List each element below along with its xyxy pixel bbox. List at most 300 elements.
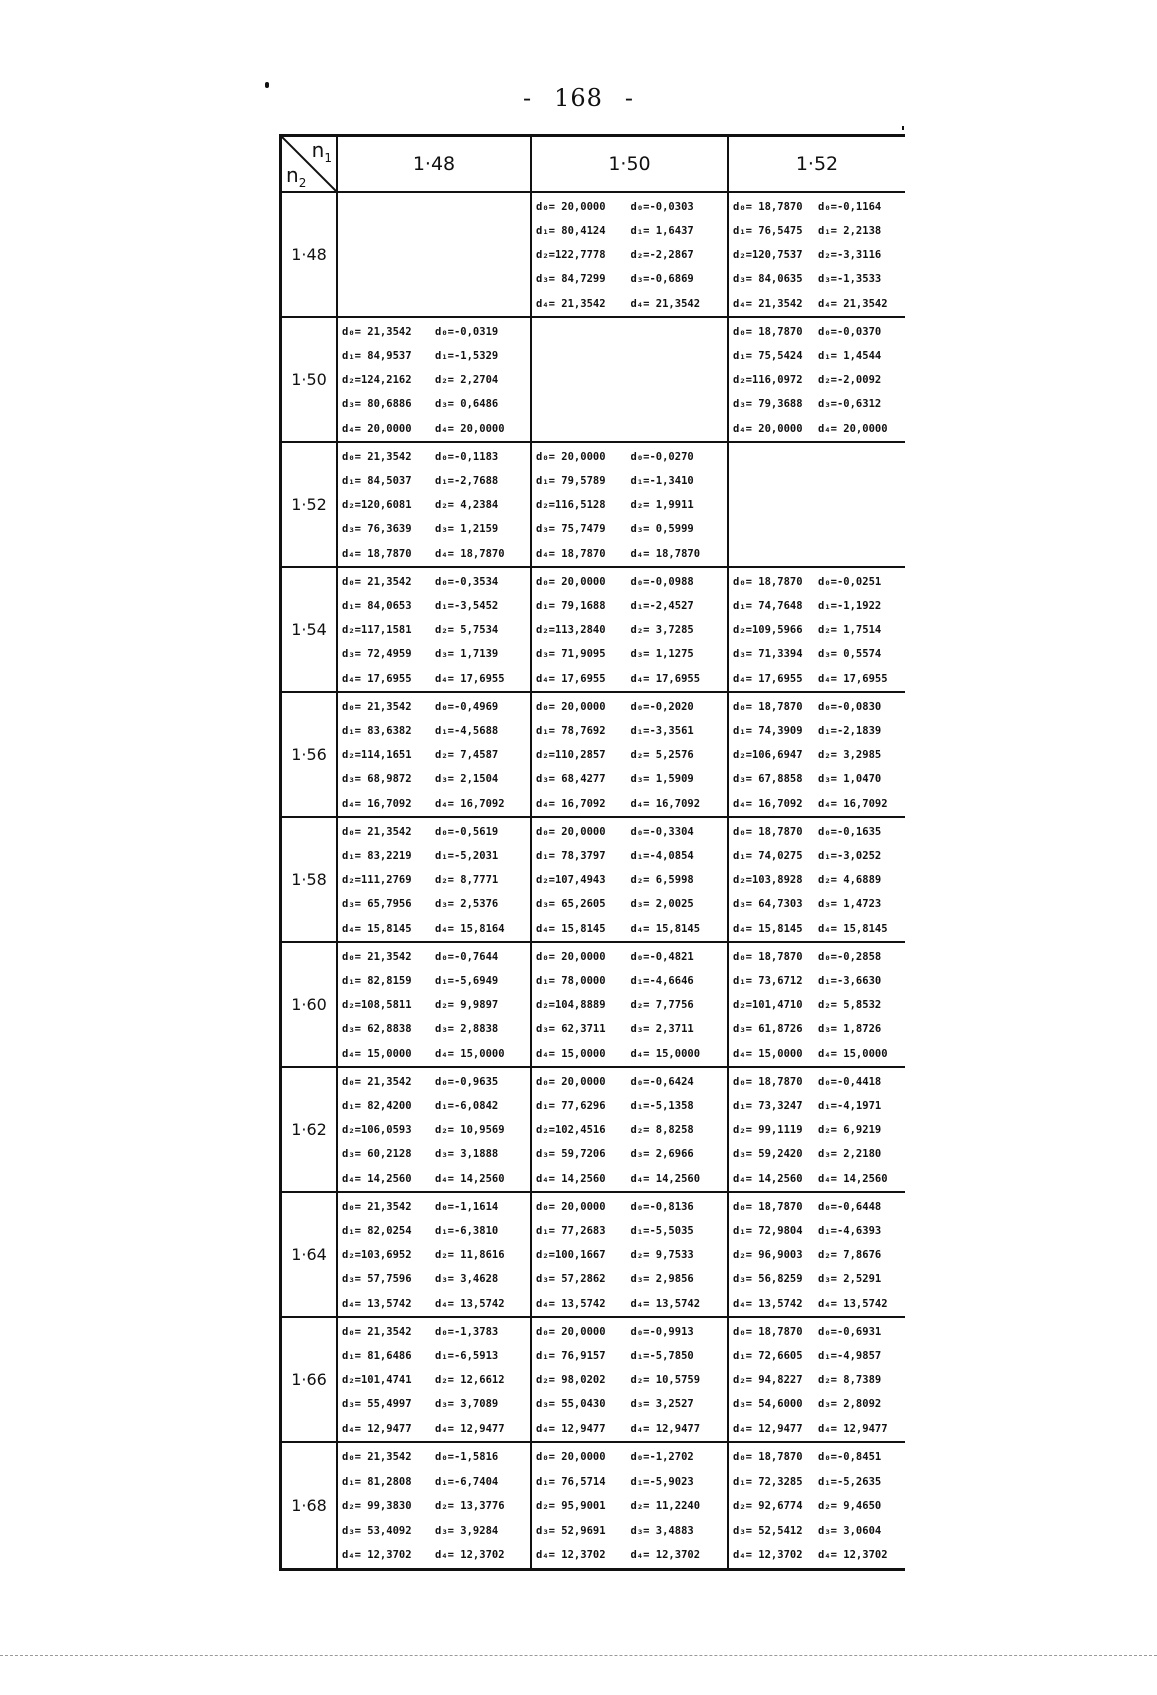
coefficient-value: d₁= 74,0275 [733,850,803,863]
page-number [0,84,1157,112]
coefficient-value: d₂= 8,7389 [818,1374,882,1387]
coefficient-value: d₄= 18,7870 [435,547,505,560]
coefficient-value: d₀=-0,0830 [818,700,882,713]
coefficient-value: d₂= 3,2985 [818,749,882,762]
table-cell [532,943,729,1068]
coefficient-value: d₃= 3,2527 [630,1398,694,1411]
coefficient-value: d₂=117,1581 [342,624,412,637]
coefficient-value: d₁=-4,1971 [818,1100,882,1113]
coefficient-value: d₂= 5,8532 [818,999,882,1012]
coefficient-value: d₀= 20,0000 [536,1451,606,1464]
coefficient-value: d₃= 65,2605 [536,898,606,911]
coefficient-value: d₄= 16,7092 [342,797,412,810]
coefficient-value: d₂= 7,8676 [818,1249,882,1262]
coefficient-value: d₃= 53,4092 [342,1524,412,1537]
coefficient-value: d₂=106,0593 [342,1124,412,1137]
coefficient-value: d₀= 21,3542 [342,950,412,963]
coefficient-value: d₃= 55,0430 [536,1398,606,1411]
coefficient-value: d₁=-5,2635 [818,1475,882,1488]
coefficient-value: d₃= 62,3711 [536,1023,606,1036]
coefficient-value: d₃= 2,1504 [435,773,499,786]
coefficient-value: d₁=-4,9857 [818,1350,882,1363]
coefficient-value: d₃= 1,0470 [818,773,882,786]
coefficient-value: d₃= 3,4883 [630,1524,694,1537]
coefficient-value: d₂= 94,8227 [733,1374,803,1387]
coefficient-value: d₁= 81,2808 [342,1475,412,1488]
table-cell [338,568,532,693]
table-cell [532,1193,729,1318]
coefficient-value: d₂= 7,4587 [435,749,499,762]
coefficient-value: d₂= 4,6889 [818,874,882,887]
coefficient-value: d₀= 18,7870 [733,825,803,838]
coefficient-value: d₀=-0,4418 [818,1075,882,1088]
coefficient-value: d₀=-1,2702 [630,1451,694,1464]
coefficient-value: d₁=-4,6393 [818,1225,882,1238]
coefficient-value: d₁= 74,3909 [733,725,803,738]
coefficient-value: d₁=-5,1358 [630,1100,694,1113]
coefficient-value: d₄= 12,3702 [630,1549,701,1562]
coefficient-value: d₀=-0,1635 [818,825,882,838]
coefficient-value: d₂= 8,8258 [630,1124,694,1137]
table-cell [532,1318,729,1443]
coefficient-value: d₀= 18,7870 [733,200,803,213]
table-cell [729,568,905,693]
coefficient-value: d₄= 18,7870 [630,547,701,560]
coefficient-value: d₀= 21,3542 [342,1325,412,1338]
coefficient-value: d₃= 2,8838 [435,1023,499,1036]
coefficient-value: d₄= 12,9477 [818,1422,888,1435]
coefficient-value: d₂= 7,7756 [630,999,694,1012]
coefficient-value: d₄= 20,0000 [733,422,803,435]
coefficient-value: d₂= 1,7514 [818,624,882,637]
coefficient-value: d₁= 74,7648 [733,600,803,613]
coefficient-value: d₄= 15,8145 [342,922,412,935]
coefficient-value: d₂=113,2840 [536,624,606,637]
coefficient-value: d₂= 96,9003 [733,1249,803,1262]
table-top-rule-tick [902,126,904,130]
coefficient-value: d₄= 14,2560 [733,1172,803,1185]
coefficient-value: d₄= 13,5742 [435,1297,505,1310]
coefficient-value: d₄= 12,9477 [536,1422,606,1435]
coefficient-value: d₀= 20,0000 [536,450,606,463]
coefficient-value: d₁=-1,1922 [818,600,882,613]
coefficient-value: d₂=-3,3116 [818,249,882,262]
coefficient-value: d₂= 11,2240 [630,1500,701,1513]
coefficient-value: d₄= 20,0000 [435,422,505,435]
coefficient-value: d₁= 84,5037 [342,475,412,488]
row-header: 1·56 [282,693,338,818]
coefficient-value: d₂= 98,0202 [536,1374,606,1387]
coefficient-value: d₃= 62,8838 [342,1023,412,1036]
coefficient-value: d₀= 18,7870 [733,325,803,338]
row-header: 1·48 [282,193,338,318]
coefficient-value: d₁=-2,4527 [630,600,694,613]
coefficient-value: d₃= 79,3688 [733,398,803,411]
coefficient-value: d₁= 79,1688 [536,600,606,613]
coefficient-value: d₀=-0,0251 [818,575,882,588]
coefficient-value: d₂=104,8889 [536,999,606,1012]
coefficient-value: d₄= 15,8145 [630,922,701,935]
corner-n1-subscript: 1 [324,151,332,165]
coefficient-value: d₂= 4,2384 [435,499,499,512]
coefficient-value: d₁=-6,5913 [435,1350,499,1363]
coefficient-value: d₂=122,7778 [536,249,606,262]
coefficient-value: d₃= 1,5909 [630,773,694,786]
coefficient-value: d₁= 72,6605 [733,1350,803,1363]
page-number-dash-right: - [624,84,635,112]
coefficient-value: d₁= 78,0000 [536,975,606,988]
coefficient-value: d₂=100,1667 [536,1249,606,1262]
row-header: 1·58 [282,818,338,943]
coefficient-value: d₁= 73,6712 [733,975,803,988]
coefficient-value: d₄= 18,7870 [536,547,606,560]
coefficient-value: d₂= 9,7533 [630,1249,694,1262]
coefficient-value: d₃= 2,6966 [630,1148,694,1161]
row-header: 1·60 [282,943,338,1068]
coefficient-value: d₄= 14,2560 [818,1172,888,1185]
coefficient-value: d₁= 76,5714 [536,1475,606,1488]
coefficient-value: d₃= 3,1888 [435,1148,499,1161]
table-cell [729,193,905,318]
table-cell [729,818,905,943]
table-cell [338,1443,532,1568]
coefficient-value: d₀=-0,0303 [630,200,694,213]
coefficient-value: d₄= 12,3702 [818,1549,888,1562]
coefficient-value: d₀=-0,8451 [818,1451,882,1464]
coefficient-value: d₄= 12,9477 [342,1422,412,1435]
coefficient-value: d₂= 10,9569 [435,1124,505,1137]
coefficient-value: d₀=-0,6424 [630,1075,694,1088]
coefficient-value: d₀=-0,3304 [630,825,694,838]
coefficient-value: d₁=-5,5035 [630,1225,694,1238]
table-cell [338,1318,532,1443]
coefficient-value: d₀=-0,6448 [818,1200,882,1213]
coefficient-value: d₃= 2,9856 [630,1273,694,1286]
page-number-text: 168 [554,84,603,112]
coefficient-value: d₃= 71,3394 [733,648,803,661]
coefficient-value: d₁=-5,6949 [435,975,499,988]
coefficient-value: d₃= 75,7479 [536,523,606,536]
coefficient-value: d₄= 20,0000 [818,422,888,435]
coefficient-value: d₃= 2,5291 [818,1273,882,1286]
coefficient-value: d₁= 81,6486 [342,1350,412,1363]
coefficient-value: d₀= 18,7870 [733,1451,803,1464]
coefficient-value: d₃= 76,3639 [342,523,412,536]
coefficient-value: d₀=-0,4969 [435,700,499,713]
corner-label-n2 [286,163,306,190]
coefficient-value: d₃= 55,4997 [342,1398,412,1411]
coefficient-value: d₀= 18,7870 [733,1075,803,1088]
coefficient-value: d₀= 20,0000 [536,1200,606,1213]
coefficient-value: d₄= 15,0000 [630,1047,701,1060]
coefficient-value: d₄= 15,8145 [818,922,888,935]
coefficient-value: d₃= 1,7139 [435,648,499,661]
corner-n1-letter: n [311,138,325,162]
coefficient-value: d₄= 21,3542 [536,297,606,310]
coefficient-value: d₀=-0,0270 [630,450,694,463]
coefficient-value: d₀= 20,0000 [536,1325,606,1338]
coefficient-value: d₀=-0,9635 [435,1075,499,1088]
table-cell [532,1068,729,1193]
coefficient-value: d₃= 84,7299 [536,273,606,286]
row-header: 1·50 [282,318,338,443]
coefficient-value: d₄= 17,6955 [536,672,606,685]
coefficient-value: d₁=-2,1839 [818,725,882,738]
coefficient-value: d₂=116,0972 [733,374,803,387]
table-cell [729,693,905,818]
coefficient-value: d₁= 83,6382 [342,725,412,738]
coefficient-value: d₁= 80,4124 [536,225,606,238]
coefficient-value: d₃= 59,2420 [733,1148,803,1161]
coefficient-value: d₄= 14,2560 [536,1172,606,1185]
coefficient-value: d₃= 1,2159 [435,523,499,536]
coefficient-value: d₄= 14,2560 [630,1172,701,1185]
coefficient-value: d₃= 3,7089 [435,1398,499,1411]
coefficient-value: d₀= 20,0000 [536,575,606,588]
coefficient-value: d₃= 0,5999 [630,523,694,536]
coefficient-value: d₃=-0,6312 [818,398,882,411]
coefficient-value: d₁=-5,9023 [630,1475,694,1488]
coefficient-value: d₁= 76,9157 [536,1350,606,1363]
coefficient-value: d₄= 17,6955 [818,672,888,685]
coefficient-value: d₂= 6,5998 [630,874,694,887]
coefficient-value: d₄= 12,3702 [435,1549,505,1562]
coefficient-value: d₃= 52,5412 [733,1524,803,1537]
coefficient-value: d₃= 52,9691 [536,1524,606,1537]
coefficient-value: d₁= 75,5424 [733,350,803,363]
coefficient-value: d₀=-0,0988 [630,575,694,588]
table-cell [532,443,729,568]
coefficient-value: d₀= 18,7870 [733,1325,803,1338]
data-table [279,134,905,1571]
coefficient-value: d₀= 18,7870 [733,1200,803,1213]
corner-header [282,137,338,193]
coefficient-value: d₁= 1,6437 [630,225,694,238]
coefficient-value: d₀= 21,3542 [342,825,412,838]
coefficient-value: d₀= 21,3542 [342,700,412,713]
coefficient-value: d₀= 20,0000 [536,1075,606,1088]
coefficient-value: d₂= 2,2704 [435,374,499,387]
coefficient-value: d₄= 16,7092 [630,797,701,810]
coefficient-value: d₄= 21,3542 [733,297,803,310]
coefficient-value: d₀= 18,7870 [733,700,803,713]
page-number-dash-left: - [522,84,533,112]
coefficient-value: d₀= 20,0000 [536,825,606,838]
coefficient-value: d₃= 80,6886 [342,398,412,411]
coefficient-value: d₃= 57,7596 [342,1273,412,1286]
coefficient-value: d₂= 5,2576 [630,749,694,762]
table-cell [532,693,729,818]
coefficient-value: d₀=-0,1183 [435,450,499,463]
coefficient-value: d₃=-0,6869 [630,273,694,286]
coefficient-value: d₁=-5,2031 [435,850,499,863]
coefficient-value: d₂= 99,1119 [733,1124,803,1137]
coefficient-value: d₄= 13,5742 [733,1297,803,1310]
coefficient-value: d₄= 12,3702 [536,1549,606,1562]
coefficient-value: d₄= 15,0000 [435,1047,505,1060]
coefficient-value: d₂=-2,0092 [818,374,882,387]
coefficient-value: d₀=-0,8136 [630,1200,694,1213]
coefficient-value: d₃=-1,3533 [818,273,882,286]
coefficient-value: d₄= 12,9477 [435,1422,505,1435]
table-cell [729,318,905,443]
coefficient-value: d₂= 11,8616 [435,1249,505,1262]
coefficient-value: d₁=-3,0252 [818,850,882,863]
coefficient-value: d₂= 10,5759 [630,1374,701,1387]
coefficient-value: d₄= 13,5742 [342,1297,412,1310]
coefficient-value: d₁= 78,7692 [536,725,606,738]
coefficient-value: d₀= 20,0000 [536,700,606,713]
coefficient-value: d₀= 21,3542 [342,450,412,463]
coefficient-value: d₀= 18,7870 [733,575,803,588]
coefficient-value: d₀= 18,7870 [733,950,803,963]
coefficient-value: d₃= 60,2128 [342,1148,412,1161]
coefficient-value: d₄= 13,5742 [536,1297,606,1310]
table-cell-empty [729,443,905,568]
coefficient-value: d₂= 5,7534 [435,624,499,637]
coefficient-value: d₄= 16,7092 [536,797,606,810]
coefficient-value: d₃= 0,5574 [818,648,882,661]
coefficient-value: d₁= 1,4544 [818,350,882,363]
coefficient-value: d₁= 82,0254 [342,1225,412,1238]
coefficient-value: d₄= 17,6955 [630,672,701,685]
coefficient-value: d₁= 72,9804 [733,1225,803,1238]
coefficient-value: d₂=101,4710 [733,999,803,1012]
coefficient-value: d₄= 15,0000 [342,1047,412,1060]
coefficient-value: d₀=-0,6931 [818,1325,882,1338]
coefficient-value: d₃= 59,7206 [536,1148,606,1161]
coefficient-value: d₁=-6,0842 [435,1100,499,1113]
coefficient-value: d₃= 2,5376 [435,898,499,911]
coefficient-value: d₀= 20,0000 [536,950,606,963]
coefficient-value: d₄= 21,3542 [818,297,888,310]
table-cell [729,1068,905,1193]
scan-edge-line [0,1655,1157,1657]
coefficient-value: d₄= 12,9477 [733,1422,803,1435]
coefficient-value: d₃= 71,9095 [536,648,606,661]
coefficient-value: d₂= 95,9001 [536,1500,606,1513]
coefficient-value: d₁= 84,9537 [342,350,412,363]
coefficient-value: d₃= 2,8092 [818,1398,882,1411]
table-cell [532,1443,729,1568]
coefficient-value: d₁= 82,4200 [342,1100,412,1113]
coefficient-value: d₁= 2,2138 [818,225,882,238]
coefficient-value: d₄= 15,0000 [733,1047,803,1060]
corner-n2-letter: n [286,163,299,187]
coefficient-value: d₃= 3,0604 [818,1524,882,1537]
coefficient-value: d₀=-1,3783 [435,1325,499,1338]
coefficient-value: d₂=107,4943 [536,874,606,887]
table-cell [729,1193,905,1318]
row-header: 1·66 [282,1318,338,1443]
coefficient-value: d₂= 99,3830 [342,1500,412,1513]
coefficient-value: d₄= 15,0000 [536,1047,606,1060]
coefficient-value: d₄= 12,9477 [630,1422,701,1435]
coefficient-value: d₄= 14,2560 [435,1172,505,1185]
coefficient-value: d₂= 12,6612 [435,1374,505,1387]
coefficient-value: d₄= 16,7092 [733,797,803,810]
row-header: 1·68 [282,1443,338,1568]
table-cell-empty [338,193,532,318]
coefficient-value: d₀=-0,5619 [435,825,499,838]
coefficient-value: d₁=-4,6646 [630,975,694,988]
coefficient-value: d₁=-1,5329 [435,350,499,363]
table-cell [532,193,729,318]
coefficient-value: d₄= 17,6955 [435,672,505,685]
corner-n2-subscript: 2 [298,176,307,190]
table-cell [338,943,532,1068]
coefficient-value: d₃= 3,9284 [435,1524,499,1537]
table-cell [338,1193,532,1318]
coefficient-value: d₄= 18,7870 [342,547,412,560]
coefficient-value: d₁=-3,3561 [630,725,694,738]
coefficient-value: d₃= 72,4959 [342,648,412,661]
coefficient-value: d₄= 21,3542 [630,297,701,310]
coefficient-value: d₂= 13,3776 [435,1500,505,1513]
coefficient-value: d₀=-0,2858 [818,950,882,963]
coefficient-value: d₀= 21,3542 [342,1075,412,1088]
coefficient-value: d₄= 15,8145 [536,922,606,935]
coefficient-value: d₀=-0,1164 [818,200,882,213]
coefficient-value: d₂=120,6081 [342,499,412,512]
coefficient-value: d₄= 16,7092 [818,797,888,810]
coefficient-value: d₁=-3,5452 [435,600,499,613]
coefficient-value: d₂= 9,9897 [435,999,499,1012]
coefficient-value: d₄= 15,0000 [818,1047,888,1060]
coefficient-value: d₃= 3,4628 [435,1273,499,1286]
coefficient-value: d₂= 3,7285 [630,624,694,637]
row-header: 1·62 [282,1068,338,1193]
table-cell [338,1068,532,1193]
coefficient-value: d₂= 6,9219 [818,1124,882,1137]
coefficient-value: d₀= 21,3542 [342,1200,412,1213]
coefficient-value: d₄= 15,8145 [733,922,803,935]
coefficient-value: d₂=-2,2867 [630,249,694,262]
coefficient-value: d₂=106,6947 [733,749,803,762]
coefficient-value: d₃= 67,8858 [733,773,803,786]
coefficient-value: d₁= 78,3797 [536,850,606,863]
coefficient-value: d₃= 1,4723 [818,898,882,911]
table-cell [338,693,532,818]
coefficient-value: d₃= 1,1275 [630,648,694,661]
coefficient-value: d₁=-4,0854 [630,850,694,863]
row-header: 1·54 [282,568,338,693]
coefficient-value: d₄= 17,6955 [342,672,412,685]
coefficient-value: d₄= 13,5742 [818,1297,888,1310]
table-cell [338,318,532,443]
table-cell [338,443,532,568]
coefficient-value: d₂= 8,7771 [435,874,499,887]
coefficient-value: d₃= 2,3711 [630,1023,694,1036]
column-header-3: 1·52 [729,137,905,193]
coefficient-value: d₂=101,4741 [342,1374,412,1387]
coefficient-value: d₃= 54,6000 [733,1398,803,1411]
column-header-2: 1·50 [532,137,729,193]
coefficient-value: d₂=103,8928 [733,874,803,887]
coefficient-value: d₁=-6,7404 [435,1475,499,1488]
coefficient-value: d₃= 65,7956 [342,898,412,911]
coefficient-value: d₁=-5,7850 [630,1350,694,1363]
coefficient-value: d₀= 21,3542 [342,325,412,338]
coefficient-value: d₀=-0,4821 [630,950,694,963]
coefficient-value: d₁=-2,7688 [435,475,499,488]
coefficient-value: d₁=-4,5688 [435,725,499,738]
coefficient-value: d₁= 77,6296 [536,1100,606,1113]
coefficient-value: d₃= 68,9872 [342,773,412,786]
coefficient-value: d₂= 92,6774 [733,1500,803,1513]
coefficient-value: d₄= 15,8164 [435,922,505,935]
coefficient-value: d₀=-1,1614 [435,1200,499,1213]
